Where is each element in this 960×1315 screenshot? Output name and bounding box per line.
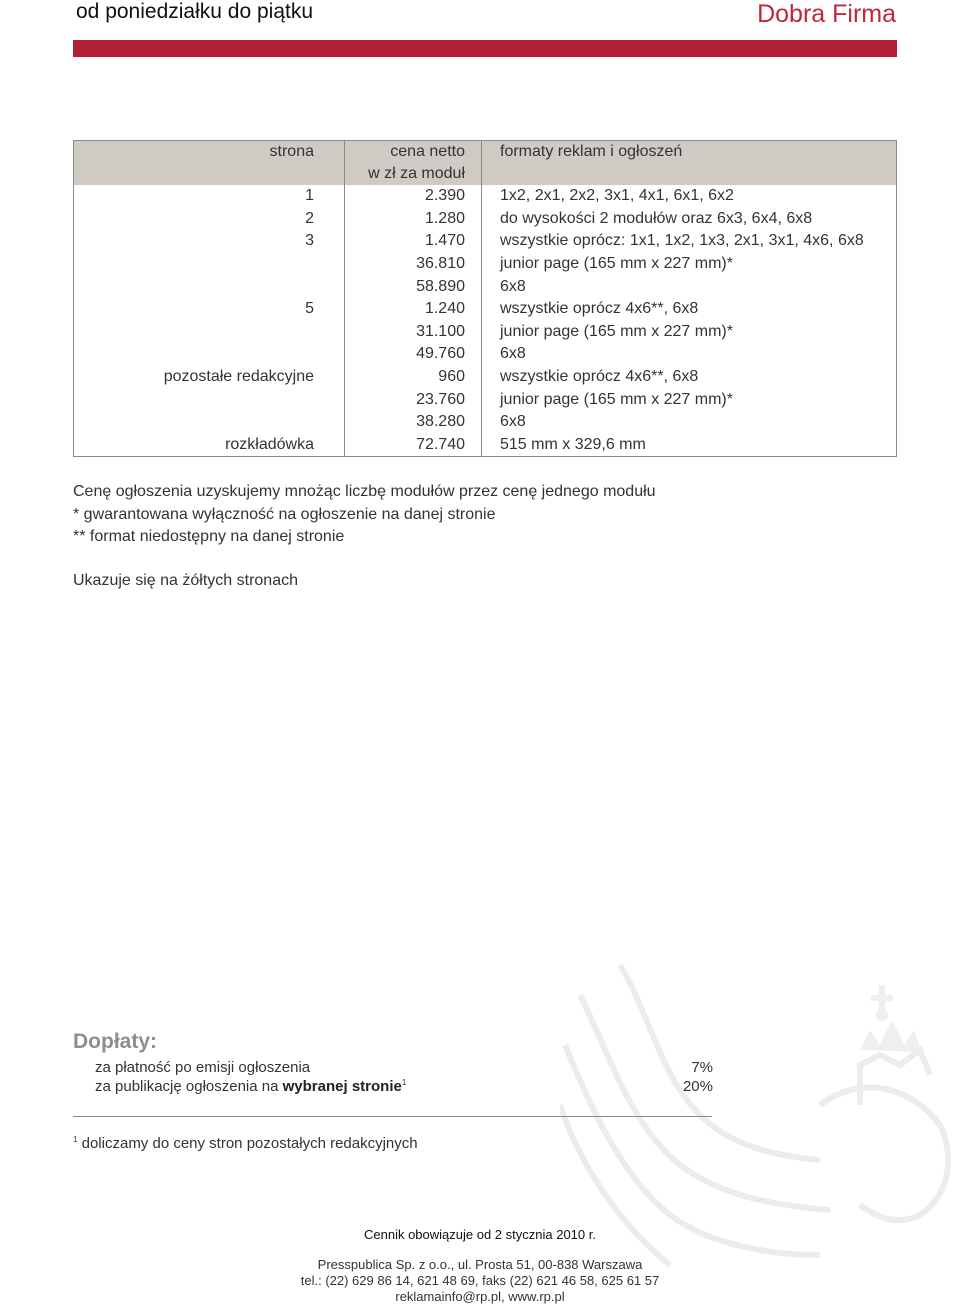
note-line: * gwarantowana wyłączność na ogłoszenie na danej stronie	[73, 505, 496, 523]
surcharge-row	[95, 1078, 713, 1095]
table-cell	[74, 253, 345, 276]
table-cell: 6x8	[500, 413, 526, 431]
surcharge-value: 7%	[691, 1059, 713, 1076]
table-row	[74, 411, 897, 434]
table-cell: junior page (165 mm x 227 mm)*	[500, 255, 733, 273]
surcharge-row	[95, 1059, 713, 1076]
table-cell: junior page (165 mm x 227 mm)*	[500, 322, 733, 340]
brand-name: Dobra Firma	[757, 0, 896, 28]
table-cell: 960	[345, 366, 482, 389]
table-cell: 1.240	[345, 298, 482, 321]
table-cell: 36.810	[345, 253, 482, 276]
table-cell: 6x8	[500, 277, 526, 295]
table-cell: 1x2, 2x1, 2x2, 3x1, 4x1, 6x1, 6x2	[500, 187, 734, 205]
table-row	[74, 343, 897, 366]
table-cell: 6x8	[500, 345, 526, 363]
footnote-marker: 1	[73, 1135, 78, 1144]
table-cell	[74, 343, 345, 366]
table-cell: 5	[74, 298, 345, 321]
note-line: Cenę ogłoszenia uzyskujemy mnożąc liczbę modułów przez cenę jednego modułu	[73, 483, 656, 500]
table-cell: 58.890	[345, 275, 482, 298]
table-cell: do wysokości 2 modułów oraz 6x3, 6x4, 6x8	[500, 209, 813, 227]
company-contact: reklamainfo@rp.pl, www.rp.pl	[395, 1289, 565, 1304]
availability-note: Ukazuje się na żółtych stronach	[73, 572, 298, 589]
table-cell: pozostałe redakcyjne	[74, 366, 345, 389]
table-cell: 2.390	[345, 185, 482, 208]
table-header-cell: strona	[74, 141, 345, 186]
table-cell: junior page (165 mm x 227 mm)*	[500, 390, 733, 408]
table-row	[74, 275, 897, 298]
table-cell: 3	[74, 230, 345, 253]
surcharge-label: za publikację ogłoszenia na	[95, 1078, 283, 1095]
table-row	[74, 321, 897, 344]
table-cell: 1.470	[345, 230, 482, 253]
surcharge-label: za płatność po emisji ogłoszenia	[95, 1059, 311, 1076]
table-cell: 1.280	[345, 208, 482, 231]
table-row	[74, 230, 897, 253]
table-cell: 49.760	[345, 343, 482, 366]
table-cell: wszystkie oprócz 4x6**, 6x8	[500, 368, 699, 386]
table-header-row	[74, 141, 897, 186]
table-cell	[74, 388, 345, 411]
company-address: Presspublica Sp. z o.o., ul. Prosta 51, 00-838 Warszawa	[317, 1257, 643, 1272]
table-row	[74, 388, 897, 411]
surcharge-label-bold: wybranej stronie	[282, 1078, 402, 1095]
table-row	[74, 434, 897, 457]
table-cell: rozkładówka	[74, 434, 345, 457]
table-cell	[74, 321, 345, 344]
footnote-text: doliczamy do ceny stron pozostałych redakcyjnych	[77, 1135, 418, 1152]
notes	[73, 481, 656, 549]
table-cell: wszystkie oprócz: 1x1, 1x2, 1x3, 2x1, 3x1, 4x6, 6x8	[500, 232, 864, 250]
table-cell: 2	[74, 208, 345, 231]
table-cell: 23.760	[345, 388, 482, 411]
divider	[73, 1116, 712, 1117]
table-row	[74, 185, 897, 208]
table-header-cell: cena netto w zł za moduł	[345, 141, 482, 186]
table-row	[74, 208, 897, 231]
surcharges-title: Dopłaty:	[73, 1030, 157, 1053]
table-cell	[74, 411, 345, 434]
table-cell: 31.100	[345, 321, 482, 344]
company-phone: tel.: (22) 629 86 14, 621 48 69, faks (22) 621 46 58, 625 61 57	[300, 1273, 660, 1288]
table-cell: 72.740	[345, 434, 482, 457]
price-table	[73, 140, 897, 457]
table-cell: wszystkie oprócz 4x6**, 6x8	[500, 300, 699, 318]
table-row	[74, 298, 897, 321]
table-cell	[74, 275, 345, 298]
table-header-cell: formaty reklam i ogłoszeń	[482, 141, 897, 186]
surcharge-value: 20%	[682, 1078, 713, 1095]
table-cell: 515 mm x 329,6 mm	[500, 435, 646, 453]
page-title: od poniedziałku do piątku	[76, 0, 314, 23]
header-bar	[73, 40, 897, 57]
table-cell: 38.280	[345, 411, 482, 434]
table-row	[74, 253, 897, 276]
footnote	[73, 1135, 418, 1152]
note-line: ** format niedostępny na danej stronie	[73, 528, 345, 546]
footnote-marker: 1	[401, 1078, 407, 1087]
table-cell: 1	[74, 185, 345, 208]
validity-note: Cennik obowiązuje od 2 stycznia 2010 r.	[364, 1227, 596, 1242]
table-row	[74, 366, 897, 389]
